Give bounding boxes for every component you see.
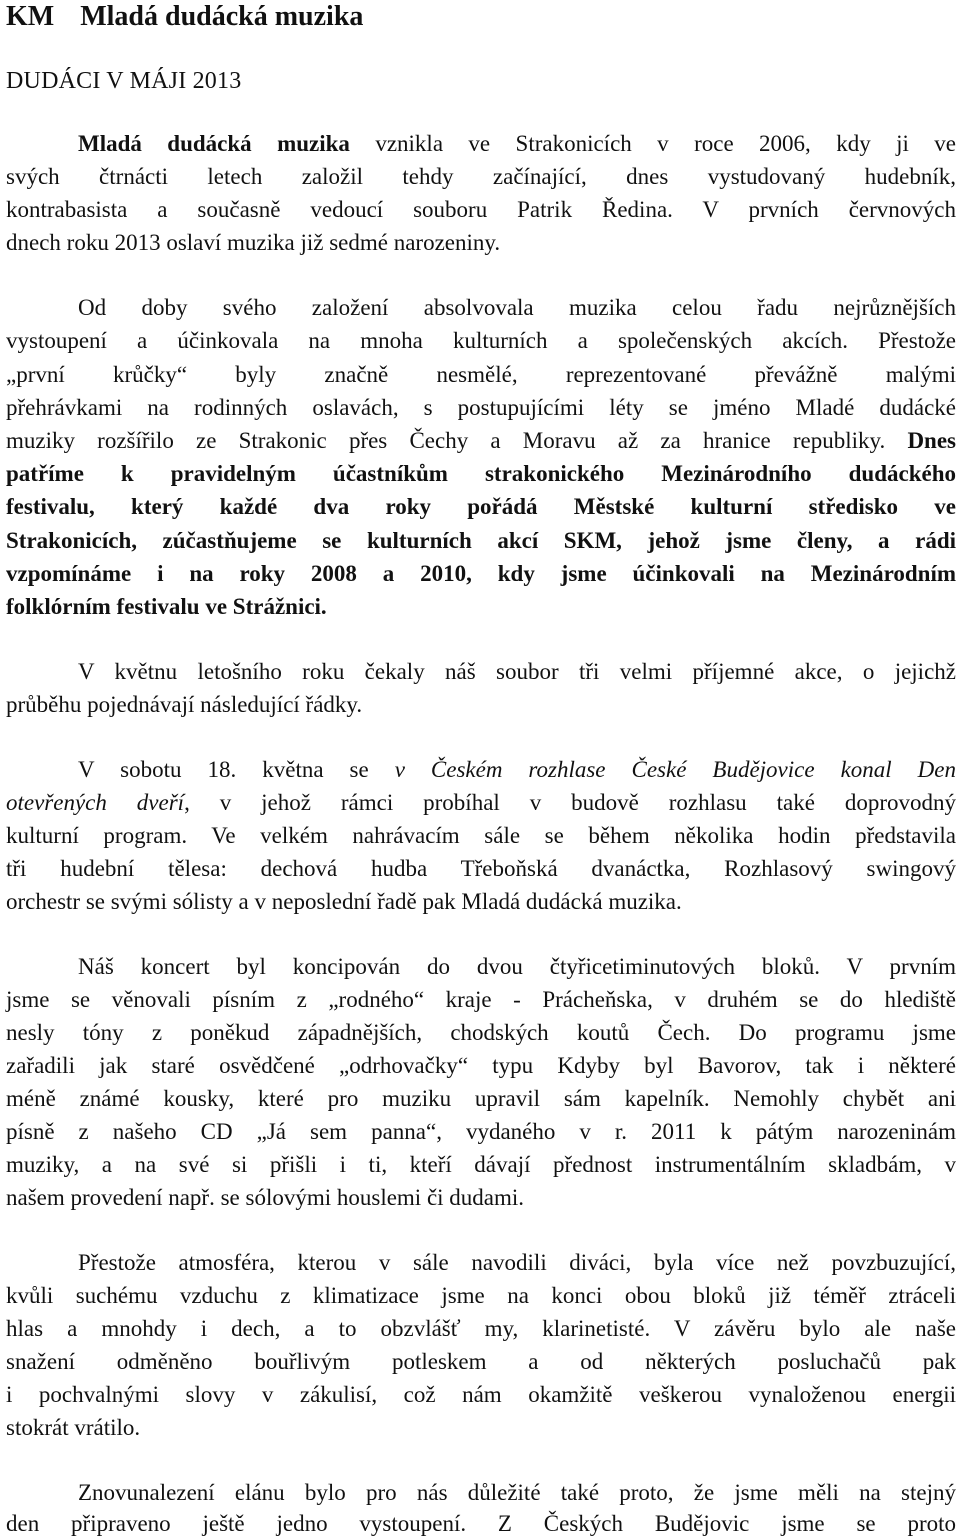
text-line: orchestr se svými sólisty a v neposlední řadě pak Mladá dudácká muzika. [6,889,682,914]
text-line: Znovunalezení elánu bylo pro nás důležité také proto, že jsme měli na stejný [78,1480,956,1505]
text-line: snažení odměněno bouřlivým potleskem a od některých posluchačů pak [6,1349,956,1374]
text-line [6,787,956,819]
text-line: Strakonicích, zúčastňujeme se kulturních akcí SKM, jehož jsme členy, a rádi [6,528,956,553]
text-line: našem provedení např. se sólovými houslemi či dudami. [6,1185,525,1210]
text-line: zařadili jak staré osvědčené „odrhovačky“ typu Kdyby byl Bavorov, tak i některé [6,1053,956,1078]
text-line: Přestože atmosféra, kterou v sále navodili diváci, byla více než povzbuzující, [78,1250,956,1275]
text-line: nesly tóny z poněkud západnějších, chodských koutů Čech. Do programu jsme [6,1020,956,1045]
text-line: folklórním festivalu ve Strážnici. [6,594,327,619]
bold-phrase: Mladá dudácká muzika [78,131,350,156]
text-segment: vznikla ve Strakonicích v roce 2006, kdy ji ve [349,131,957,156]
heading-title: Mladá dudácká muzika [80,1,364,32]
text-line: den připraveno ještě jedno vystoupení. Z Českých Budějovic jsme se proto [6,1511,956,1536]
text-line: tři hudební tělesa: dechová hudba Třeboňská dvanáctka, Rozhlasový swingový [6,856,956,881]
text-line: „první krůčky“ byly značně nesmělé, reprezentované převážně malými [6,362,956,387]
bold-phrase: Dnes [907,428,956,453]
text-line: hlas a mnohdy i dech, a to obzvlášť my, klarinetisté. V závěru bylo ale naše [6,1316,956,1341]
text-line: písně z našeho CD „Já sem panna“, vydaného v r. 2011 k pátým narozeninám [6,1119,956,1144]
text-line: kvůli suchému vzduchu z klimatizace jsme na konci obou bloků již téměř ztráceli [6,1283,956,1308]
text-line: muziky, a na své si přišli i ti, kteří dávají přednost instrumentálním skladbám, v [6,1152,956,1177]
text-line: Od doby svého založení absolvovala muzika celou řadu nejrůznějších [78,295,956,320]
text-line: festivalu, který každé dva roky pořádá Městské kulturní středisko ve [6,494,956,519]
text-line: kontrabasista a současně vedoucí souboru Patrik Ředina. V prvních červnových [6,197,956,222]
text-line: vystoupení a účinkovala na mnoha kulturních a společenských akcích. Přestože [6,328,956,353]
text-segment: muziky rozšířilo ze Strakonic přes Čechy a Moravu až za hranice republiky. [6,428,908,453]
text-line: průběhu pojednávají následující řádky. [6,692,363,717]
text-line: méně známé kousky, které pro muziku upravil sám kapelník. Nemohly chybět ani [6,1086,956,1111]
text-line: vzpomínáme i na roky 2008 a 2010, kdy jsme účinkovali na Mezinárodním [6,561,956,586]
text-line [6,425,956,457]
text-line [78,754,956,786]
text-line: dnech roku 2013 oslaví muzika již sedmé narozeniny. [6,230,501,255]
article-title: DUDÁCI V MÁJI 2013 [6,68,242,94]
document-heading [6,0,363,34]
text-line: i pochvalnými slovy v zákulisí, což nám okamžitě veškerou vynaloženou energii [6,1382,956,1407]
text-line [78,128,956,160]
text-segment: , v jehož rámci probíhal v budově rozhlasu také doprovodný [184,790,956,815]
heading-code: KM [6,1,55,32]
text-line: kulturní program. Ve velkém nahrávacím sále se během několika hodin představila [6,823,956,848]
text-line: patříme k pravidelným účastníkům strakonického Mezinárodního dudáckého [6,461,956,486]
text-line: Náš koncert byl koncipován do dvou čtyřicetiminutových bloků. V prvním [78,954,956,979]
text-segment: V sobotu 18. května se [78,757,395,782]
text-line: přehrávkami na rodinných oslavách, s postupujícími léty se jméno Mladé dudácké [6,395,956,420]
italic-phrase: otevřených dveří [6,790,185,815]
text-line: svých čtrnácti letech založil tehdy začínající, dnes vystudovaný hudebník, [6,164,956,189]
text-line: jsme se věnovali písním z „rodného“ kraje - Prácheňska, v druhém se do hlediště [6,987,956,1012]
italic-phrase: v Českém rozhlase České Budějovice konal Den [394,757,956,782]
text-line: V květnu letošního roku čekaly náš soubor tři velmi příjemné akce, o jejichž [78,659,956,684]
text-line: stokrát vrátilo. [6,1415,141,1440]
